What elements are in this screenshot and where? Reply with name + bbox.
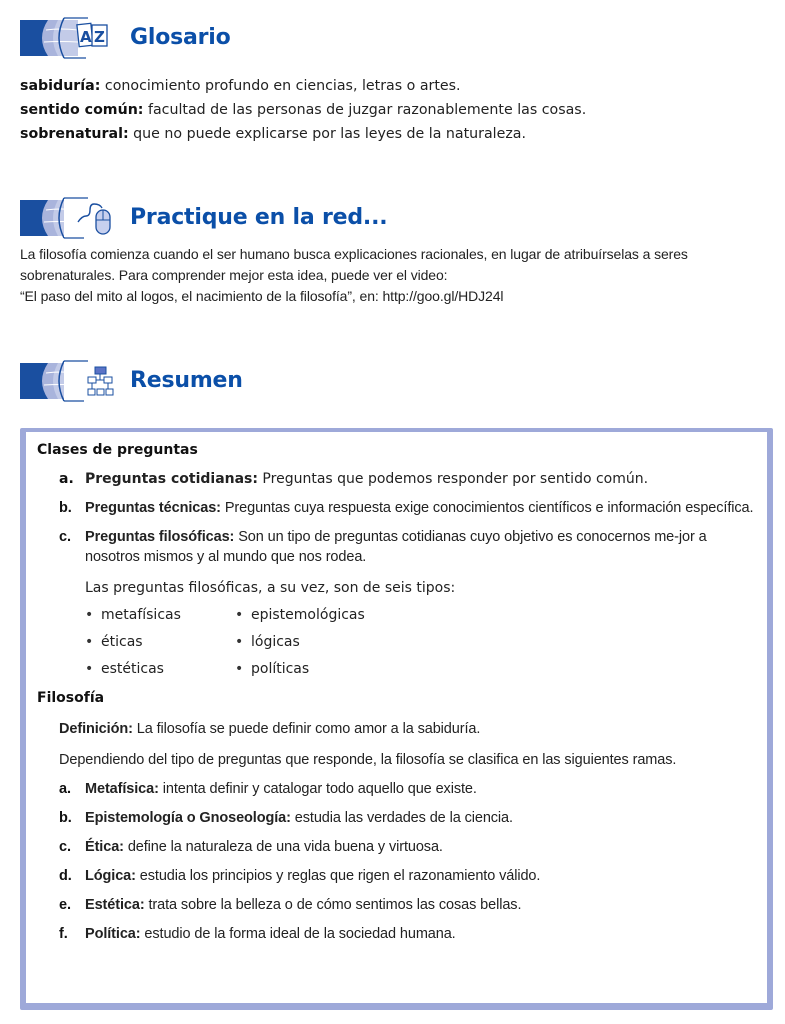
types-bullet-list — [37, 605, 759, 679]
glossary-entry — [20, 122, 780, 146]
bullet-item: • políticas — [235, 659, 435, 679]
resumen-title: Resumen — [130, 367, 243, 393]
practique-paragraph: La filosofía comienza cuando el ser humano busca explicaciones racionales, en lugar de atribuírselas a seres sobrenaturales. Para comprender mejor esta idea, puede ver el video: — [20, 246, 688, 283]
item-letter: a. — [59, 471, 74, 487]
item-letter: e. — [59, 897, 71, 913]
item-letter: d. — [59, 868, 72, 884]
clases-list — [37, 469, 759, 567]
branch-text: trata sobre la belleza o de cómo sentimos las cosas bellas. — [144, 897, 522, 913]
video-title-text: “El paso del mito al logos, el nacimiento de la filosofía”, en: — [20, 288, 383, 304]
computer-mouse-icon — [20, 194, 120, 240]
item-term: Preguntas filosóficas: — [85, 529, 235, 545]
branch-item — [37, 779, 759, 799]
item-text: Preguntas cuya respuesta exige conocimientos científicos e información específica. — [220, 500, 754, 516]
glossary-list — [20, 74, 780, 146]
item-letter: b. — [59, 810, 72, 826]
branch-term: Estética: — [85, 897, 145, 913]
branches-intro: Dependiendo del tipo de preguntas que responde, la filosofía se clasifica en las siguientes ramas. — [59, 752, 677, 768]
bullet-item: • lógicas — [235, 632, 435, 652]
branch-term: Ética: — [85, 839, 124, 855]
glossary-definition: conocimiento profundo en ciencias, letras o artes. — [100, 78, 461, 94]
clases-item — [37, 498, 759, 518]
branch-item — [37, 837, 759, 857]
clases-item — [37, 469, 759, 489]
summary-box — [20, 428, 773, 1010]
practique-body — [20, 244, 778, 307]
bullet-item: • metafísicas — [85, 605, 235, 625]
glossary-entry — [20, 74, 780, 98]
item-text: Son un tipo de preguntas cotidianas cuyo objetivo es conocernos me-jor a nosotros mismos y al mundo que nos rodea. — [85, 529, 707, 565]
glossary-definition: facultad de las personas de juzgar razonablemente las cosas. — [143, 102, 587, 118]
item-letter: c. — [59, 839, 71, 855]
item-letter: f. — [59, 926, 68, 942]
glossary-definition: que no puede explicarse por las leyes de la naturaleza. — [128, 126, 527, 142]
glossary-term: sabiduría: — [20, 78, 101, 94]
bullet-item: • epistemológicas — [235, 605, 435, 625]
svg-text:Z: Z — [94, 28, 105, 46]
glossary-term: sobrenatural: — [20, 126, 129, 142]
branch-item — [37, 866, 759, 886]
glosario-title: Glosario — [130, 24, 231, 50]
clases-heading: Clases de preguntas — [37, 442, 198, 458]
resumen-header — [20, 355, 243, 405]
item-term: Preguntas técnicas: — [85, 500, 221, 516]
clases-item — [37, 527, 759, 567]
branch-item — [37, 895, 759, 915]
glossary-entry — [20, 98, 780, 122]
glosario-header — [20, 12, 231, 62]
definition-line — [37, 719, 759, 739]
bullet-item: • estéticas — [85, 659, 235, 679]
item-letter: a. — [59, 781, 71, 797]
branch-text: estudia los principios y reglas que rigen el razonamiento válido. — [135, 868, 541, 884]
types-intro: Las preguntas filosóficas, a su vez, son de seis tipos: — [85, 580, 456, 596]
definition-term: Definición: — [59, 721, 133, 737]
branch-text: estudia las verdades de la ciencia. — [290, 810, 513, 826]
branch-term: Política: — [85, 926, 141, 942]
practique-title: Practique en la red... — [130, 204, 388, 230]
filosofia-heading: Filosofía — [37, 690, 105, 706]
item-letter: b. — [59, 500, 72, 516]
practique-video-line — [20, 286, 778, 307]
branches-list — [37, 779, 759, 944]
video-link[interactable]: http://goo.gl/HDJ24l — [382, 288, 504, 304]
glossary-term: sentido común: — [20, 102, 144, 118]
branch-text: intenta definir y catalogar todo aquello que existe. — [158, 781, 477, 797]
item-letter: c. — [59, 529, 71, 545]
item-text: Preguntas que podemos responder por sentido común. — [257, 471, 649, 487]
practique-header — [20, 192, 387, 242]
branch-item — [37, 924, 759, 944]
item-term: Preguntas cotidianas: — [85, 471, 258, 487]
org-chart-icon — [20, 357, 120, 403]
svg-text:A: A — [80, 28, 92, 46]
branch-text: estudio de la forma ideal de la sociedad humana. — [140, 926, 456, 942]
az-dictionary-icon — [20, 14, 120, 60]
branch-text: define la naturaleza de una vida buena y virtuosa. — [123, 839, 443, 855]
bullet-item: • éticas — [85, 632, 235, 652]
branch-term: Lógica: — [85, 868, 136, 884]
definition-text: La filosofía se puede definir como amor a la sabiduría. — [132, 721, 481, 737]
branch-term: Epistemología o Gnoseología: — [85, 810, 291, 826]
branch-item — [37, 808, 759, 828]
branch-term: Metafísica: — [85, 781, 159, 797]
